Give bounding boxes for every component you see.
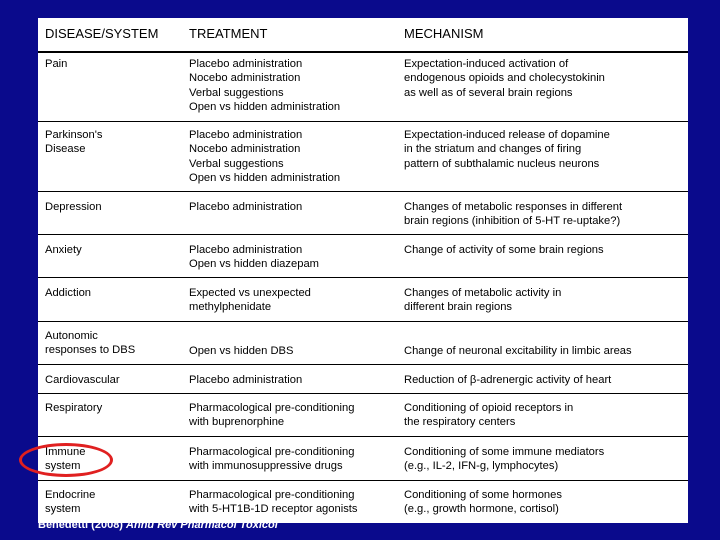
row-divider — [38, 436, 688, 437]
header-divider — [38, 51, 688, 53]
table-cell-system: Autonomic responses to DBS — [45, 330, 136, 357]
row-divider — [38, 191, 688, 192]
table-cell-system: Cardiovascular — [45, 374, 120, 386]
table-cell-treatment: Placebo administration Nocebo administration Verbal suggestions Open vs hidden administration — [189, 58, 341, 114]
row-divider — [38, 321, 688, 322]
table-cell-mechanism: Changes of metabolic activity in different brain regions — [404, 287, 562, 314]
table-cell-system: Respiratory — [45, 402, 103, 414]
table-cell-system: Anxiety — [45, 244, 82, 256]
table-cell-mechanism: Changes of metabolic responses in different brain regions (inhibition of 5-HT re-uptake?) — [404, 201, 623, 228]
header-mechanism: MECHANISM — [404, 26, 484, 41]
table-cell-system: Parkinson's Disease — [45, 129, 103, 156]
table-cell-treatment: Pharmacological pre-conditioning with immunosuppressive drugs — [189, 446, 355, 473]
row-divider — [38, 234, 688, 235]
table-cell-mechanism: Conditioning of some immune mediators (e.g., IL-2, IFN-g, lymphocytes) — [404, 446, 605, 473]
table-cell-treatment: Pharmacological pre-conditioning with buprenorphine — [189, 402, 355, 429]
table-cell-treatment: Expected vs unexpected methylphenidate — [189, 287, 311, 314]
highlight-circle — [19, 443, 113, 477]
table-cell-system: Endocrine system — [45, 489, 96, 516]
citation — [38, 519, 278, 532]
row-divider — [38, 393, 688, 394]
table-cell-mechanism: Reduction of β-adrenergic activity of heart — [404, 374, 612, 386]
table-cell-treatment: Open vs hidden DBS — [189, 345, 294, 357]
citation-author: Benedetti (2008) — [38, 519, 127, 531]
table-cell-mechanism: Expectation-induced release of dopamine in the striatum and changes of firing pattern of subthalamic nucleus neurons — [404, 129, 610, 170]
table-cell-system: Depression — [45, 201, 102, 213]
table-cell-treatment: Placebo administration — [189, 374, 303, 386]
table-cell-system: Immune system — [45, 446, 86, 473]
table-cell-mechanism: Change of activity of some brain regions — [404, 244, 604, 256]
table-cell-mechanism: Conditioning of some hormones (e.g., growth hormone, cortisol) — [404, 489, 562, 516]
row-divider — [38, 121, 688, 122]
citation-journal: Annu Rev Pharmacol Toxicol — [126, 519, 278, 531]
table-cell-treatment: Placebo administration — [189, 201, 303, 213]
table-cell-mechanism: Change of neuronal excitability in limbic areas — [404, 345, 632, 357]
table-cell-system: Pain — [45, 58, 68, 70]
table-cell-treatment: Pharmacological pre-conditioning with 5-HT1B-1D receptor agonists — [189, 489, 358, 516]
header-treatment: TREATMENT — [189, 26, 268, 41]
table-cell-treatment: Placebo administration Open vs hidden diazepam — [189, 244, 319, 271]
table-cell-mechanism: Expectation-induced activation of endogenous opioids and cholecystokinin as well as of several brain regions — [404, 58, 605, 99]
header-disease-system: DISEASE/SYSTEM — [45, 26, 159, 41]
table-cell-system: Addiction — [45, 287, 92, 299]
row-divider — [38, 480, 688, 481]
table-cell-treatment: Placebo administration Nocebo administration Verbal suggestions Open vs hidden administration — [189, 129, 341, 185]
row-divider — [38, 277, 688, 278]
row-divider — [38, 364, 688, 365]
table-cell-mechanism: Conditioning of opioid receptors in the respiratory centers — [404, 402, 574, 429]
table-sheet — [38, 18, 688, 523]
